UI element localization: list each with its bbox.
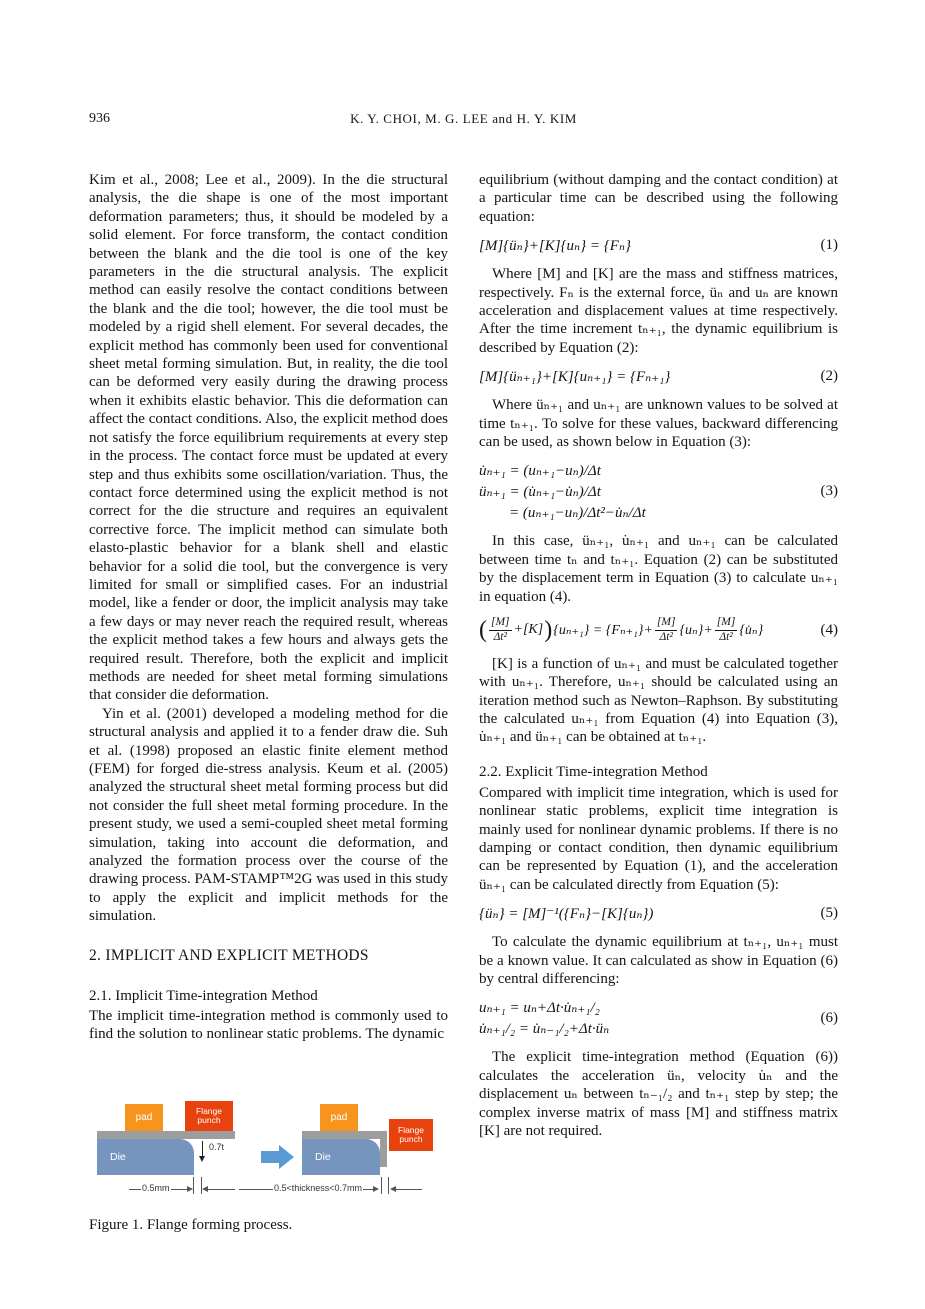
- equation-body: {üₙ} = [M]⁻¹({Fₙ}−[K]{uₙ}): [479, 906, 654, 923]
- pad-label: pad: [135, 1112, 153, 1124]
- equation-term: +[K]: [513, 622, 544, 638]
- fraction-numerator: [M]: [489, 616, 512, 631]
- equation-term: {u̇ₙ}: [739, 622, 764, 638]
- fraction-denominator: Δt²: [659, 630, 673, 643]
- pad-block-left: [125, 1104, 163, 1131]
- paragraph-unknown-values: Where üₙ₊₁ and uₙ₊₁ are unknown values to be solved at time tₙ₊₁. To solve for these values, backward differencing can be used, as shown below in Equation (3):: [479, 397, 838, 451]
- flange-punch-block-left: [185, 1101, 233, 1131]
- subsection-heading-2-2: 2.2. Explicit Time-integration Method: [479, 763, 708, 780]
- thickness-dimension-label: 0.5<thickness<0.7mm: [274, 1183, 363, 1194]
- extension-line: [388, 1177, 389, 1194]
- process-arrow-body: [261, 1151, 279, 1163]
- die-block-left: [97, 1139, 194, 1175]
- flange-punch-label: Flange punch: [398, 1124, 424, 1145]
- equation-line: = (uₙ₊₁−uₙ)/Δt²−u̇ₙ/Δt: [509, 505, 646, 522]
- running-head: [89, 111, 838, 131]
- equation-line: uₙ₊₁ = uₙ+Δt·u̇ₙ₊₁/₂: [479, 1000, 600, 1017]
- equation-6: [479, 998, 838, 1038]
- stroke-arrow-line: [202, 1141, 203, 1156]
- equation-body: [479, 461, 646, 522]
- paragraph-equilibrium: equilibrium (without damping and the contact condition) at a particular time can be described using the following equation:: [479, 172, 838, 225]
- stroke-arrow-head-icon: [199, 1156, 205, 1162]
- extension-line: [193, 1177, 194, 1194]
- paragraph-intro-continued: Kim et al., 2008; Lee et al., 2009). In the die structural analysis, the die shape is one of the most important deformation parameters; thus, it should be modeled by a solid element. For force transform, the contact condition between the blank and the die tool is one of the key parameters in the die structural analysis. The explicit method can easily resolve the contact conditions between the blank and the die tool; however, the die tool must be modeled by a rigid shell element. For several decades, the explicit method has commonly been used for conventional sheet metal forming simulation. But, in reality, the die tool can be deformed very easily during the drawing process when it exhibits elastic behavior. This die deformation can affect the contact conditions. Also, the explicit method does not satisfy the force equilibrium requirements at every step in the process. The contact force must be updated at every step and thus exhibits some oscillation/variation. Thus, the contact force determined using the explicit method is not correct for the die structure and requires an equivalent corrective force. The implicit method can simulate both elasto-plastic behavior for a blank shell and elastic behavior for a solid die tool, but the convergence is very limited for small or simplified cases. For an industrial model, like a fender or door, the implicit analysis may take a few days or may never reach the required result, whereas the explicit method takes a few hours and always gets the required result. Therefore, both the explicit and implicit methods are needed for sheet metal forming simulations that consider die deformation.: [89, 172, 448, 704]
- paragraph-newton-raphson: [K] is a function of uₙ₊₁ and must be calculated together with uₙ₊₁. Therefore, uₙ₊₁ should be calculated using an iteration method such as Newton–Raphson. By substituting the calculated uₙ₊₁ from Equation (4) into Equation (3), u̇ₙ₊₁ and üₙ₊₁ can be obtained at tₙ₊₁.: [479, 655, 838, 746]
- equation-number: (2): [820, 368, 838, 385]
- running-head-authors: K. Y. CHOI, M. G. LEE and H. Y. KIM: [350, 111, 577, 126]
- die-label: Die: [315, 1151, 331, 1164]
- paragraph-literature-review: Yin et al. (2001) developed a modeling method for die structural analysis and applied it to a fender draw die. Suh et al. (1998) proposed an elastic finite element method (FEM) for forged die-stress analysis. Keum et al. (2005) analyzed the structural sheet metal forming process but did not consider the full sheet metal forming procedure. In the present study, we used a semi-coupled sheet metal forming simulation, taking into account die deformation, and analyzed the formation process over the course of the drawing process. PAM-STAMP™2G was used in this study to apply the explicit and implicit methods for the simulation.: [89, 705, 448, 925]
- fraction-denominator: Δt²: [493, 630, 507, 643]
- fraction-numerator: [M]: [715, 616, 738, 631]
- equation-body: [479, 998, 609, 1038]
- paragraph-implicit-intro: The implicit time-integration method is commonly used to find the solution to nonlinear static problems. The dynamic: [89, 1007, 448, 1043]
- equation-number: (3): [820, 483, 838, 500]
- equation-body: [M]{üₙ}+[K]{uₙ} = {Fₙ}: [479, 238, 631, 255]
- fraction: [715, 616, 738, 645]
- equation-number: (6): [820, 1009, 838, 1026]
- equation-term: {uₙ₊₁} = {Fₙ₊₁}+: [553, 622, 653, 638]
- blank-sheet-before: [97, 1131, 235, 1139]
- equation-line: üₙ₊₁ = (u̇ₙ₊₁−u̇ₙ)/Δt: [479, 484, 601, 501]
- equation-term: {uₙ}+: [679, 622, 713, 638]
- process-arrow-icon: [279, 1145, 294, 1169]
- subsection-heading-2-1: 2.1. Implicit Time-integration Method: [89, 987, 318, 1004]
- fraction: [655, 616, 678, 645]
- die-block-right: [302, 1139, 380, 1175]
- pad-label: pad: [330, 1112, 348, 1124]
- extension-line: [381, 1177, 382, 1194]
- two-column-body: [89, 171, 838, 1234]
- equation-1: [479, 236, 838, 255]
- die-label: Die: [110, 1151, 126, 1164]
- equation-body: [479, 616, 763, 645]
- dimension-line: [208, 1189, 235, 1190]
- paragraph-explicit-intro: Compared with implicit time integration, which is used for nonlinear static problems, explicit time integration is mainly used for nonlinear dynamic problems. If there is no damping or contact condition, then dynamic equilibrium can be represented by Equation (1), and the acceleration üₙ₊₁ can be calculated directly from Equation (5):: [479, 784, 838, 893]
- flange-punch-block-right: [389, 1119, 433, 1151]
- pad-block-right: [320, 1104, 358, 1131]
- right-column: [479, 171, 838, 1234]
- paragraph-explicit-summary: The explicit time-integration method (Equation (6)) calculates the acceleration üₙ, velocity u̇ₙ and the displacement uₙ between tₙ₋₁/₂ and tₙ₊₁ step by step; the complex inverse matrix of mass [M] and stiffness matrix [K] are not required.: [479, 1049, 838, 1139]
- close-paren: ): [544, 617, 553, 644]
- equation-2: [479, 367, 838, 386]
- paragraph-central-differencing: To calculate the dynamic equilibrium at tₙ₊₁, uₙ₊₁ must be a known value. It can calculated as show in Equation (6) by central differencing:: [479, 934, 838, 987]
- equation-number: (4): [820, 621, 838, 638]
- equation-number: (5): [820, 905, 838, 922]
- fraction-numerator: [M]: [655, 616, 678, 631]
- flange-punch-label: Flange punch: [196, 1105, 222, 1126]
- blank-sheet-after-flange: [380, 1139, 387, 1167]
- equation-4: [479, 616, 838, 645]
- open-paren: (: [479, 617, 487, 644]
- equation-5: [479, 904, 838, 923]
- blank-sheet-after-horizontal: [302, 1131, 387, 1139]
- page-number: 936: [89, 111, 110, 126]
- dimension-arrow-right-icon: [187, 1186, 193, 1192]
- equation-3: [479, 461, 838, 522]
- left-column: [89, 171, 448, 1234]
- figure-1-caption: Figure 1. Flange forming process.: [89, 1217, 293, 1234]
- fraction: [489, 616, 512, 645]
- figure-1-flange-forming-diagram: [89, 1101, 449, 1203]
- stroke-depth-label: 0.7t: [209, 1142, 225, 1153]
- equation-number: (1): [820, 237, 838, 254]
- clearance-dimension-label: 0.5mm: [142, 1183, 170, 1194]
- paragraph-substitution: In this case, üₙ₊₁, u̇ₙ₊₁ and uₙ₊₁ can be calculated between time tₙ and tₙ₊₁. Equation (2) can be substituted by the displacement term in Equation (3) to calculate uₙ₊₁ in equation (4).: [479, 533, 838, 605]
- equation-body: [M]{üₙ₊₁}+[K]{uₙ₊₁} = {Fₙ₊₁}: [479, 369, 671, 386]
- equation-line: u̇ₙ₊₁/₂ = u̇ₙ₋₁/₂+Δt·üₙ: [479, 1021, 610, 1038]
- section-heading-2: 2. IMPLICIT AND EXPLICIT METHODS: [89, 946, 369, 964]
- dimension-arrow-right-icon: [373, 1186, 379, 1192]
- dimension-line: [396, 1189, 422, 1190]
- fraction-denominator: Δt²: [719, 630, 733, 643]
- paragraph-mass-stiffness: Where [M] and [K] are the mass and stiffness matrices, respectively. Fₙ is the external force, üₙ and uₙ are known acceleration and displacement values at time respectively. After the time increment tₙ₊₁, the dynamic equilibrium is described by Equation (2):: [479, 266, 838, 356]
- equation-line: u̇ₙ₊₁ = (uₙ₊₁−uₙ)/Δt: [479, 463, 601, 480]
